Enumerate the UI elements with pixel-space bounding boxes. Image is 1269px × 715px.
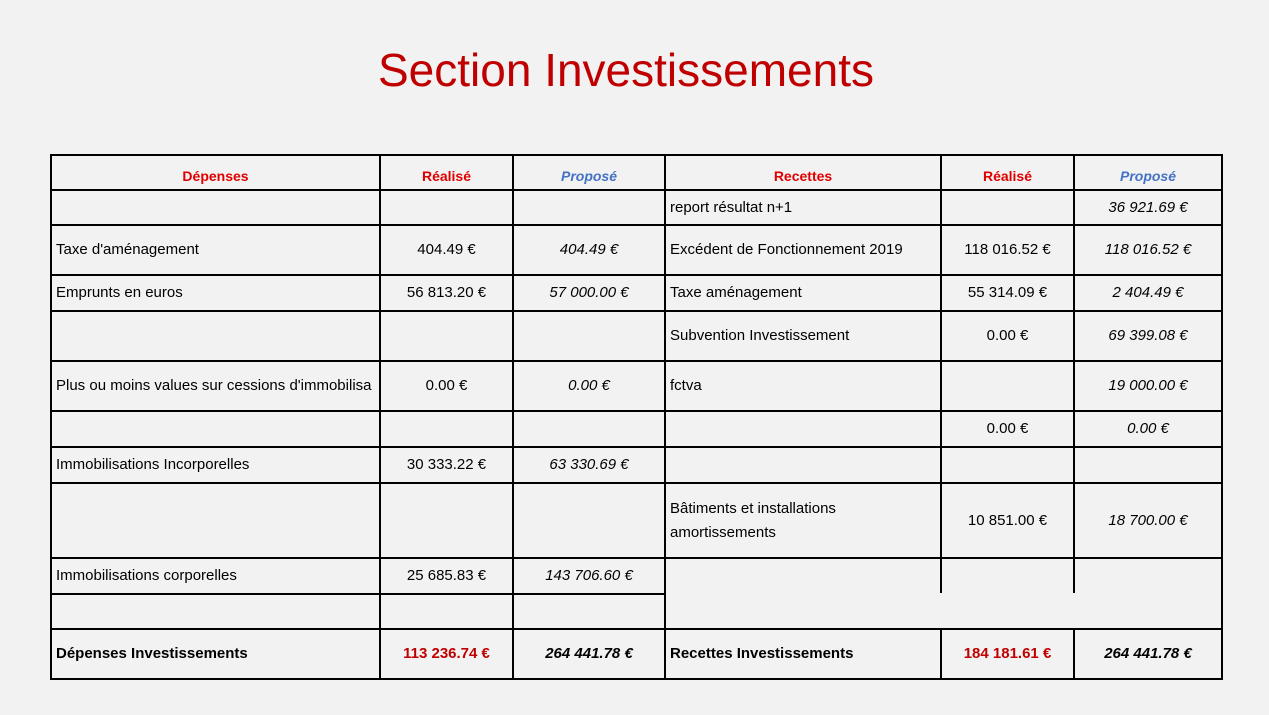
dep-realise: 404.49 € xyxy=(417,241,476,258)
dep-propose xyxy=(513,311,665,361)
dep-realise xyxy=(380,483,513,558)
rec-realise xyxy=(941,594,1074,629)
total-rec-propose: 264 441.78 € xyxy=(1104,645,1192,662)
dep-label: Taxe d'aménagement xyxy=(56,241,199,258)
table-border-top xyxy=(50,154,1223,156)
dep-realise: 0.00 € xyxy=(425,377,468,394)
total-rec-label: Recettes Investissements xyxy=(670,645,854,662)
dep-realise xyxy=(380,411,513,447)
grid-line xyxy=(664,154,666,680)
rec-label: report résultat n+1 xyxy=(670,198,793,216)
grid-line xyxy=(940,154,942,593)
dep-propose: 143 706.60 € xyxy=(545,567,633,584)
total-dep-realise: 113 236.74 € xyxy=(403,645,490,662)
dep-label xyxy=(51,311,380,361)
rec-realise: 118 016.52 € xyxy=(964,241,1051,258)
dep-propose xyxy=(513,190,665,225)
grid-line xyxy=(50,189,1223,191)
dep-label xyxy=(51,594,380,629)
dep-label xyxy=(51,483,380,558)
dep-propose xyxy=(513,483,665,558)
rec-propose: 0.00 € xyxy=(1127,420,1169,437)
dep-propose xyxy=(513,594,665,629)
grid-line xyxy=(50,360,1223,362)
grid-line xyxy=(50,482,1223,484)
rec-realise: 0.00 € xyxy=(986,420,1029,437)
rec-label: fctva xyxy=(670,377,702,394)
grid-line xyxy=(50,224,1223,226)
rec-propose xyxy=(1074,558,1222,594)
rec-label xyxy=(665,411,941,447)
dep-realise: 30 333.22 € xyxy=(406,456,487,473)
grid-line xyxy=(50,593,666,595)
total-rec-realise: 184 181.61 € xyxy=(963,645,1052,662)
dep-realise xyxy=(380,594,513,629)
total-dep-label: Dépenses Investissements xyxy=(56,645,248,662)
table-border-right xyxy=(1221,154,1223,680)
dep-label: Plus ou moins values sur cessions d'immobilisa xyxy=(56,377,372,394)
rec-label xyxy=(665,447,941,483)
grid-line xyxy=(1073,154,1075,593)
grid-line xyxy=(50,557,1223,559)
dep-realise xyxy=(380,190,513,225)
rec-label: Bâtiments et installations amortissements xyxy=(670,499,836,541)
dep-label: Immobilisations corporelles xyxy=(56,567,237,584)
grid-line xyxy=(50,628,1223,630)
header-realise-left: Réalisé xyxy=(421,168,472,184)
rec-realise: 10 851.00 € xyxy=(967,511,1048,529)
rec-label: Excédent de Fonctionnement 2019 xyxy=(670,241,903,258)
dep-realise: 56 813.20 € xyxy=(406,284,487,301)
table-border-left xyxy=(50,154,52,680)
rec-realise xyxy=(941,190,1074,225)
grid-line xyxy=(1073,628,1075,680)
dep-realise: 25 685.83 € xyxy=(406,567,487,584)
dep-realise xyxy=(380,311,513,361)
rec-propose: 69 399.08 € xyxy=(1108,327,1188,344)
grid-line xyxy=(50,310,1223,312)
rec-propose: 19 000.00 € xyxy=(1108,377,1188,394)
header-recettes: Recettes xyxy=(773,168,833,184)
rec-realise: 55 314.09 € xyxy=(967,284,1048,301)
dep-propose xyxy=(513,411,665,447)
header-depenses: Dépenses xyxy=(182,168,249,184)
header-propose-left: Proposé xyxy=(560,168,617,184)
grid-line xyxy=(50,274,1223,276)
grid-line xyxy=(940,628,942,680)
rec-realise xyxy=(941,361,1074,411)
rec-realise: 0.00 € xyxy=(986,327,1029,344)
grid-line xyxy=(379,154,381,680)
table-border-bottom xyxy=(50,678,1223,680)
grid-line xyxy=(512,154,514,680)
dep-label: Immobilisations Incorporelles xyxy=(56,456,250,473)
rec-propose xyxy=(1074,447,1222,483)
dep-label: Emprunts en euros xyxy=(56,284,183,301)
dep-propose: 63 330.69 € xyxy=(549,456,629,473)
grid-line xyxy=(50,410,1223,412)
header-realise-right: Réalisé xyxy=(982,168,1033,184)
rec-propose: 118 016.52 € xyxy=(1104,241,1192,258)
rec-propose: 2 404.49 € xyxy=(1112,284,1184,301)
rec-label: Taxe aménagement xyxy=(670,284,802,301)
page-title: Section Investissements xyxy=(377,44,874,96)
dep-propose: 404.49 € xyxy=(559,241,619,258)
total-dep-propose: 264 441.78 € xyxy=(545,645,633,662)
header-propose-right: Proposé xyxy=(1119,168,1176,184)
grid-line xyxy=(50,446,1223,448)
rec-realise xyxy=(941,447,1074,483)
rec-label xyxy=(665,558,941,594)
rec-propose: 36 921.69 € xyxy=(1108,198,1188,216)
dep-propose: 57 000.00 € xyxy=(549,284,629,301)
rec-label: Subvention Investissement xyxy=(670,327,850,344)
rec-propose: 18 700.00 € xyxy=(1108,511,1188,529)
rec-label xyxy=(665,594,941,629)
rec-realise xyxy=(941,558,1074,594)
dep-label xyxy=(51,190,380,225)
rec-propose xyxy=(1074,594,1222,629)
dep-label xyxy=(51,411,380,447)
dep-propose: 0.00 € xyxy=(568,377,610,394)
